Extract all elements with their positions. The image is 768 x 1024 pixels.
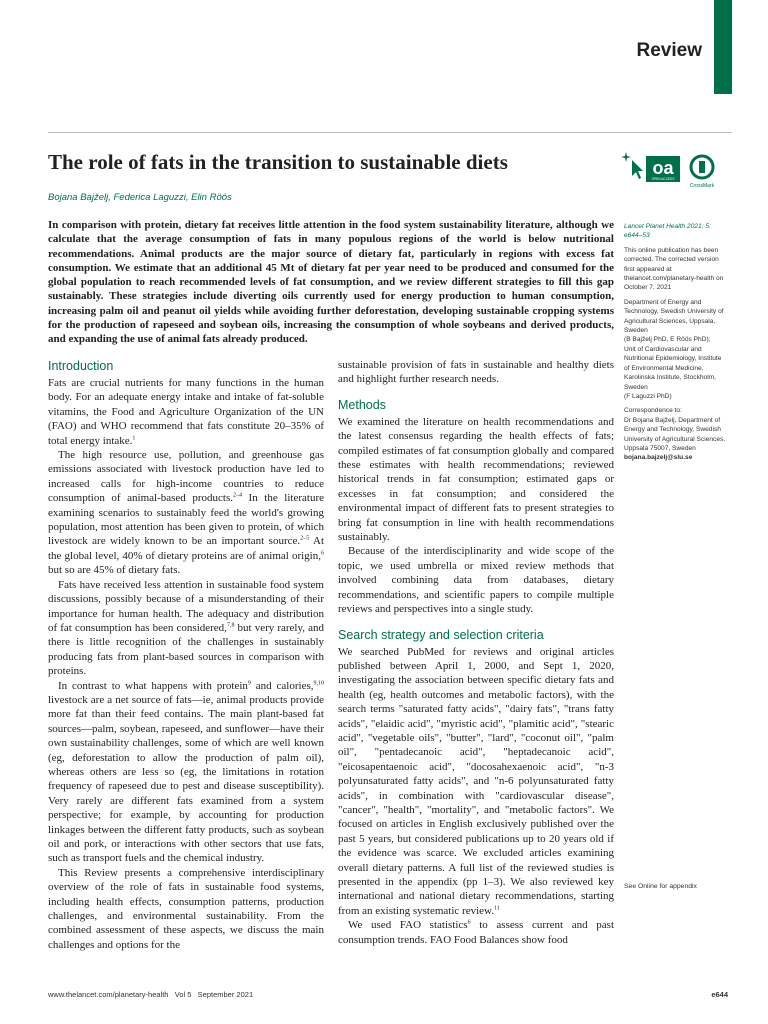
cursor-sparkle-icon[interactable] (622, 152, 643, 179)
section-color-bar (714, 0, 732, 94)
reference-mark[interactable]: 9 (247, 679, 251, 686)
page-number: e644 (711, 990, 728, 999)
reference-mark[interactable]: 9,10 (313, 679, 324, 686)
intro-paragraph-5: This Review presents a comprehensive interdisciplinary overview of the role of fats in sustainable food systems, including health effects, consumption patterns, production challenges, and environmental sustainability. From the combined assessment of these aspects, we discuss the main challenges and options for the (48, 866, 324, 951)
crossmark-icon[interactable] (690, 156, 715, 189)
intro-paragraph-3: Fats have received less attention in sustainable food system discussions, possibly because of a misunderstanding of their importance for human health. The adequacy and distribution of fat consumption has been considered,$^{7,8}$ but very rarely, and there is little recognition of the challenges in sustainably producing fats from plant-based sources in comparison with proteins. (48, 578, 325, 678)
footer-journal-info[interactable]: www.thelancet.com/planetary-health Vol 5 September 2021 (48, 990, 254, 999)
intro-heading: Introduction (48, 359, 114, 373)
reference-mark[interactable]: 2–4 (232, 492, 242, 499)
affiliation-1-people: (B Bajželj PhD, E Röös PhD); (624, 336, 711, 344)
body-column-1 (48, 358, 324, 952)
intro-paragraph-4: In contrast to what happens with protein$^9$ and calories,$^{9,10}$ livestock are a net source of fats—ie, animal products provide more fat than their feed contains. The main plant-based fat sources—palm, soybean, rapeseed, and sunflower—have their own sustainability challenges, some of which are well known (eg, deforestation to allow the production of palm oil), whereas others are less so (eg, the limitations in rotation frequency of rapeseed due to pest and disease susceptibility). Very rarely are different fats examined from a system perspective; for example, by accounting for production linkages between the different fatty products, such as soybean oil and pork, or interactions with other sectors that use fats, such as transport fuels and the chemical industry. (48, 679, 324, 865)
citation-line: Lancet Planet Health 2021; 5: e644–53 (624, 223, 711, 240)
reference-mark[interactable]: 6 (321, 550, 324, 557)
affiliation-1: Department of Energy and Technology, Swedish University of Agricultural Sciences, Uppsala, Sweden (624, 298, 724, 335)
intro-paragraph-2: The high resource use, pollution, and greenhouse gas emissions associated with livestock production have led to increased calls for high-income countries to reduce consumption of animal-based products.$^{2-4}$ In the literature examining scenarios to sustainably feed the world's growing population, most attention has been given to protein, of which livestock are widely known to be an important source.$^{2-5}$ At the global level, 40% of dietary proteins are of animal origin,$^6$ but so are 45% of dietary fats. (48, 449, 324, 577)
author-list: Bojana Bajželj, Federica Laguzzi, Elin Röös (48, 192, 232, 203)
correspondence-text: Dr Bojana Bajželj, Department of Energy and Technology, Swedish University of Agricultural Sciences, Uppsala 75007, Sweden (624, 416, 726, 452)
header-rule (48, 132, 732, 133)
methods-paragraph-2: Because of the interdisciplinarity and wide scope of the topic, we used umbrella or mixed review methods that involved combining data from databases, dietary recommendations, and scientific papers to compile multiple reviews and perspectives into a single study. (338, 545, 614, 616)
intro-paragraph-1: Fats are crucial nutrients for many functions in the human body. For an adequate energy intake and intake of fat-soluble vitamins, the Food and Agriculture Organization of the UN (FAO) and WHO recommend that fats constitute 20–35% of total energy intake.$^1$ (48, 377, 324, 447)
section-label: Review (636, 40, 702, 61)
correspondence-email[interactable]: bojana.bajzelj@slu.se (624, 454, 693, 462)
online-appendix-note[interactable]: See Online for appendix (624, 883, 697, 890)
crossmark-label: CrossMark (689, 183, 715, 189)
correspondence-label: Correspondence to: (624, 407, 682, 415)
article-title: The role of fats in the transition to sustainable diets (48, 150, 508, 174)
margin-sidebar (624, 222, 728, 463)
reference-mark[interactable]: 7,8 (226, 622, 235, 629)
search-paragraph-1: We searched PubMed for reviews and original articles published between April 1, 2000, and Sept 1, 2020, investigating the association between specific dietary fats and health (eg, health outcomes and metabolic factors), with the search terms "saturated fatty acids", "dairy fats", "trans fatty acids", "elaidic acid", "myristic acid", "plamitic acid", "stearic acid", "vegetable oils", "butter", "lard", "coconut oil", "palm oil", "pentadecanoic acid", "heptadecanoic acid", "eicosapentaenoic acid", "docosahexaenoic acid", "n-3 polyunsaturated fatty acids", and "n-6 polyunsaturated fatty acids", in combination with "cardiovascular disease", "cancer", "health", "mortality", and "metabolic factors". We focused on articles in English exclusively published over the past 5 years, but considered publications up to 20 years old if the evidence was scarce. We excluded articles examining overall dietary patterns. A full list of the reviewed studies is presented in the appendix (pp 1–3). We also reviewed key international and national dietary recommendations, starting from an existing systematic review.$^{11}$ (338, 645, 614, 917)
affiliation-2: Unit of Cardiovascular and Nutritional Epidemiology, Institute of Environmental Medicine, Karolinska Institute, Stockholm, Sweden (624, 345, 722, 391)
affiliation-2-people: (F Laguzzi PhD) (624, 392, 672, 400)
search-paragraph-2: We used FAO statistics$^6$ to assess current and past consumption trends. FAO Food Balances show food (338, 919, 615, 946)
reference-mark[interactable]: 6 (467, 919, 471, 926)
body-column-2 (338, 358, 614, 947)
oa-badge-text: oa (652, 158, 674, 178)
reference-mark[interactable]: 1 (132, 434, 136, 441)
open-access-logos (622, 150, 722, 190)
open-access-badge[interactable] (646, 156, 680, 182)
methods-heading: Methods (338, 397, 386, 412)
oa-badge-subtext: OPEN ACCESS (651, 177, 675, 181)
abstract: In comparison with protein, dietary fat receives little attention in the food system sustainability literature, although we calculate that the average consumption of fats in many populous regions of the world is below nutritional recommendations. Animal products are the major source of dietary fat, particularly in regions with excess fat consumption. We estimate that an additional 45 Mt of dietary fat per year need to be produced and consumed for the global population to reach recommended levels of fat consumption, and we review different strategies to fill this gap sustainably. These strategies include diverting oils currently used for energy production to human consumption, increasing palm oil and peanut oil yields while avoiding further deforestation, developing sustainable cropping systems for the production of rapeseed and soybean oils, increasing the consumption of whole soybeans and derived products, and expanding the use of animal fats already produced. (48, 219, 614, 346)
methods-paragraph-1: We examined the literature on health recommendations and the latest consensus regarding the health effects of fats; compiled estimates of fat consumption globally and compared these estimates with health recommendations; reviewed historical trends in fat consumption; estimated gaps or excesses in fat consumption; and considered the environmental impact of different fats to present strategies to bring fat consumption in line with health recommendations sustainably. (338, 415, 614, 544)
correction-note[interactable]: This online publication has been corrected. The corrected version first appeared at thelancet.com/planetary-health on October 7, 2021 (624, 246, 724, 292)
intro-continuation: sustainable provision of fats in sustainable and healthy diets and highlight further research needs. (338, 359, 614, 386)
reference-mark[interactable]: 2–5 (300, 535, 310, 542)
search-strategy-heading: Search strategy and selection criteria (338, 627, 544, 642)
reference-mark[interactable]: 11 (494, 905, 500, 912)
